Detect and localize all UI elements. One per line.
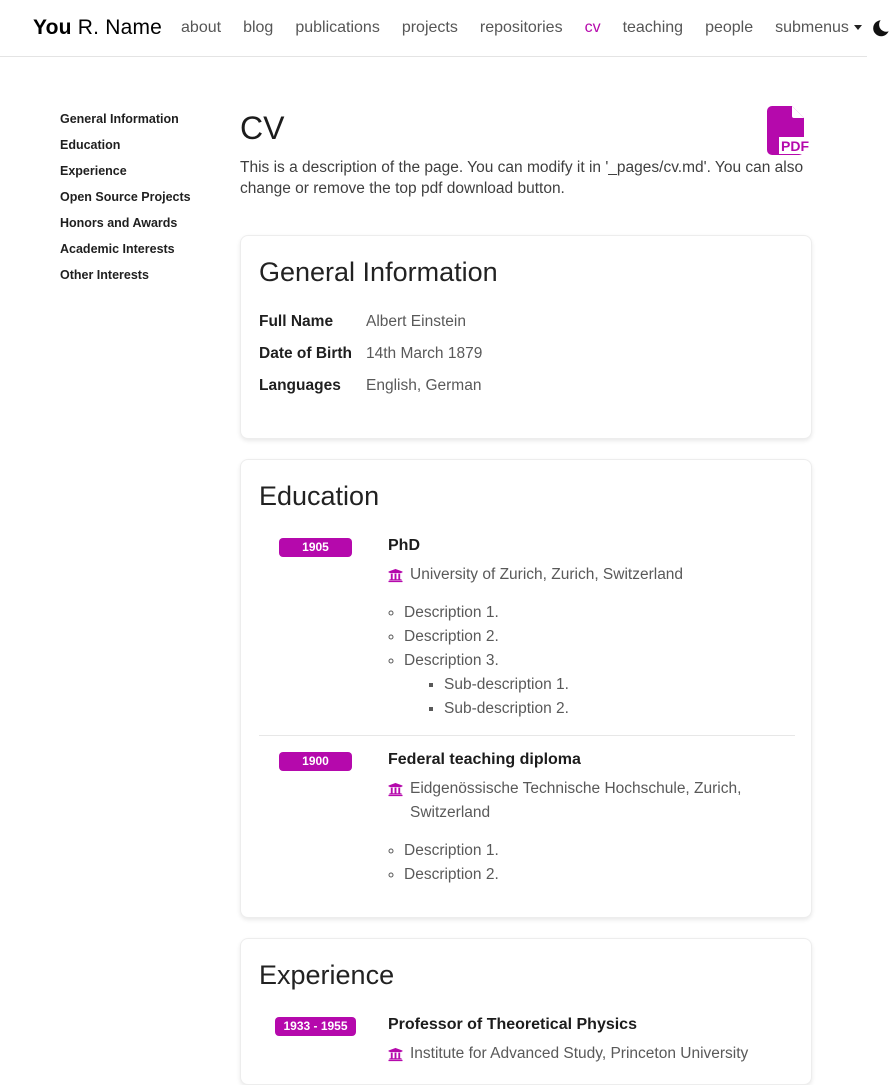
list-item: ▪ Sub-description 2.	[444, 697, 795, 721]
entry-year-column	[259, 750, 372, 887]
list-item: ◦ Description 2.	[404, 863, 795, 887]
description-list	[388, 601, 795, 721]
experience-entry-professor	[259, 1015, 795, 1066]
info-value: 14th March 1879	[366, 345, 483, 362]
university-icon	[388, 568, 403, 583]
entry-body	[388, 1015, 795, 1066]
list-item: ▪ Sub-description 1.	[444, 673, 795, 697]
info-row-full-name	[259, 312, 795, 332]
experience-card	[240, 938, 812, 1085]
nav-item-teaching[interactable]: teaching	[622, 19, 684, 36]
moon-icon	[873, 19, 891, 37]
education-card	[240, 459, 812, 918]
pdf-download-button[interactable]	[766, 106, 812, 163]
page-header	[240, 109, 812, 199]
year-badge: 1900	[279, 752, 352, 771]
entry-year-column	[259, 536, 372, 721]
institution-name: Eidgenössische Technische Hochschule, Zurich, Switzerland	[410, 780, 742, 821]
sidebar-item-education[interactable]: Education	[60, 138, 121, 152]
sidebar-item-general-information[interactable]: General Information	[60, 112, 179, 126]
general-information-title: General Information	[259, 257, 498, 287]
institution-line	[388, 563, 795, 587]
theme-toggle-button[interactable]	[873, 19, 891, 37]
education-entry-phd	[259, 536, 795, 721]
entry-body	[388, 536, 795, 721]
description-list	[388, 839, 795, 887]
university-icon	[388, 782, 403, 797]
nav-item-blog[interactable]: blog	[243, 19, 274, 36]
main-content	[240, 57, 812, 1085]
nav-item-repositories[interactable]: repositories	[479, 19, 563, 36]
info-row-languages	[259, 376, 795, 396]
brand-first-name: You	[33, 16, 72, 39]
experience-title: Experience	[259, 960, 395, 990]
caret-down-icon	[854, 25, 862, 30]
nav-item-cv[interactable]: cv	[584, 19, 601, 36]
entry-body	[388, 750, 795, 887]
sub-description-list	[404, 673, 795, 721]
info-value: Albert Einstein	[366, 313, 466, 330]
year-badge: 1933 - 1955	[275, 1017, 355, 1036]
toc-sidebar	[60, 106, 210, 288]
education-title: Education	[259, 481, 380, 511]
entry-title: Federal teaching diploma	[388, 751, 581, 768]
education-entry-diploma	[259, 750, 795, 887]
info-label: Languages	[259, 377, 341, 394]
list-item: ◦ Description 1.	[404, 839, 795, 863]
university-icon	[388, 1047, 403, 1062]
info-label: Full Name	[259, 313, 334, 330]
nav-items	[170, 19, 873, 37]
sidebar-item-other-interests[interactable]: Other Interests	[60, 268, 149, 282]
institution-name: Institute for Advanced Study, Princeton University	[410, 1045, 749, 1062]
page-description: This is a description of the page. You can modify it in '_pages/cv.md'. You can also change or remove the top pdf download button.	[240, 159, 804, 197]
sidebar-item-academic-interests[interactable]: Academic Interests	[60, 242, 175, 256]
pdf-file-icon	[766, 106, 812, 158]
info-row-date-of-birth	[259, 344, 795, 364]
nav-item-people[interactable]: people	[705, 19, 754, 36]
list-item-text: Description 3.	[404, 652, 499, 669]
info-label: Date of Birth	[259, 345, 352, 362]
list-item	[404, 649, 795, 721]
institution-line	[388, 777, 795, 825]
institution-name: University of Zurich, Zurich, Switzerland	[410, 566, 684, 583]
general-information-card	[240, 235, 812, 439]
nav-item-about[interactable]: about	[181, 19, 222, 36]
page-title: CV	[240, 110, 285, 146]
nav-item-publications[interactable]: publications	[295, 19, 380, 36]
sidebar-item-open-source-projects[interactable]: Open Source Projects	[60, 190, 191, 204]
site-brand[interactable]	[33, 16, 162, 40]
entry-year-column	[259, 1015, 372, 1066]
svg-text:PDF: PDF	[781, 138, 809, 154]
nav-item-projects[interactable]: projects	[401, 19, 458, 36]
brand-last-name: R. Name	[77, 16, 163, 39]
navbar	[0, 0, 867, 57]
sidebar-item-honors-and-awards[interactable]: Honors and Awards	[60, 216, 178, 230]
sidebar-item-experience[interactable]: Experience	[60, 164, 127, 178]
year-badge: 1905	[279, 538, 352, 557]
entry-divider	[259, 735, 795, 736]
list-item: ◦ Description 2.	[404, 625, 795, 649]
nav-item-submenus-label: submenus	[775, 19, 849, 36]
institution-line	[388, 1042, 795, 1066]
nav-item-submenus[interactable]	[764, 19, 873, 37]
entry-title: Professor of Theoretical Physics	[388, 1016, 637, 1033]
entry-title: PhD	[388, 537, 420, 554]
list-item: ◦ Description 1.	[404, 601, 795, 625]
info-value: English, German	[366, 377, 482, 394]
